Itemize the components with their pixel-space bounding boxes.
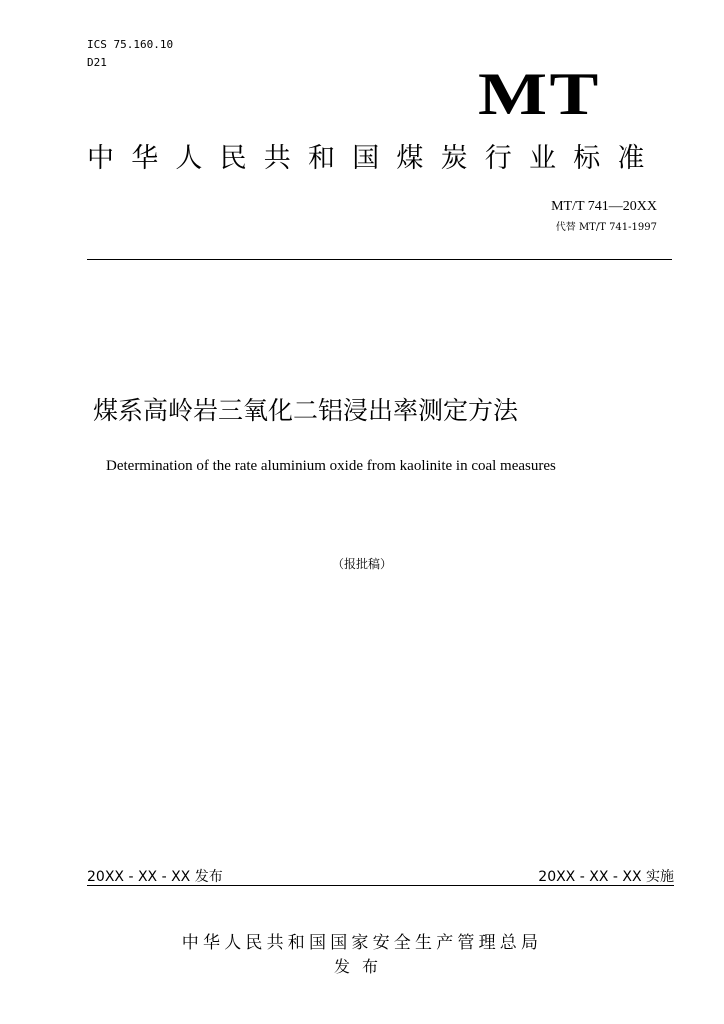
document-title-english: Determination of the rate aluminium oxide from kaolinite in coal measures	[106, 458, 556, 474]
header-divider	[87, 259, 672, 260]
footer-divider	[87, 885, 674, 886]
document-title-chinese: 煤系高岭岩三氧化二铝浸出率测定方法	[93, 396, 519, 425]
industry-standard-heading: 中华人民共和国煤炭行业标准	[87, 143, 662, 174]
mt-logo: MT	[478, 61, 601, 127]
issue-date: 20XX - XX - XX 发布	[87, 869, 223, 885]
classification-code: D21	[87, 56, 107, 69]
standard-number: MT/T 741—20XX	[551, 199, 657, 214]
replaces-standard: 代替 MT/T 741-1997	[555, 222, 657, 233]
publish-label: 发布	[333, 957, 390, 976]
issuing-authority: 中华人民共和国国家安全生产管理总局	[181, 933, 543, 953]
ics-code: ICS 75.160.10	[87, 38, 174, 51]
draft-status: （报批稿）	[331, 557, 392, 571]
implementation-date: 20XX - XX - XX 实施	[538, 869, 674, 885]
